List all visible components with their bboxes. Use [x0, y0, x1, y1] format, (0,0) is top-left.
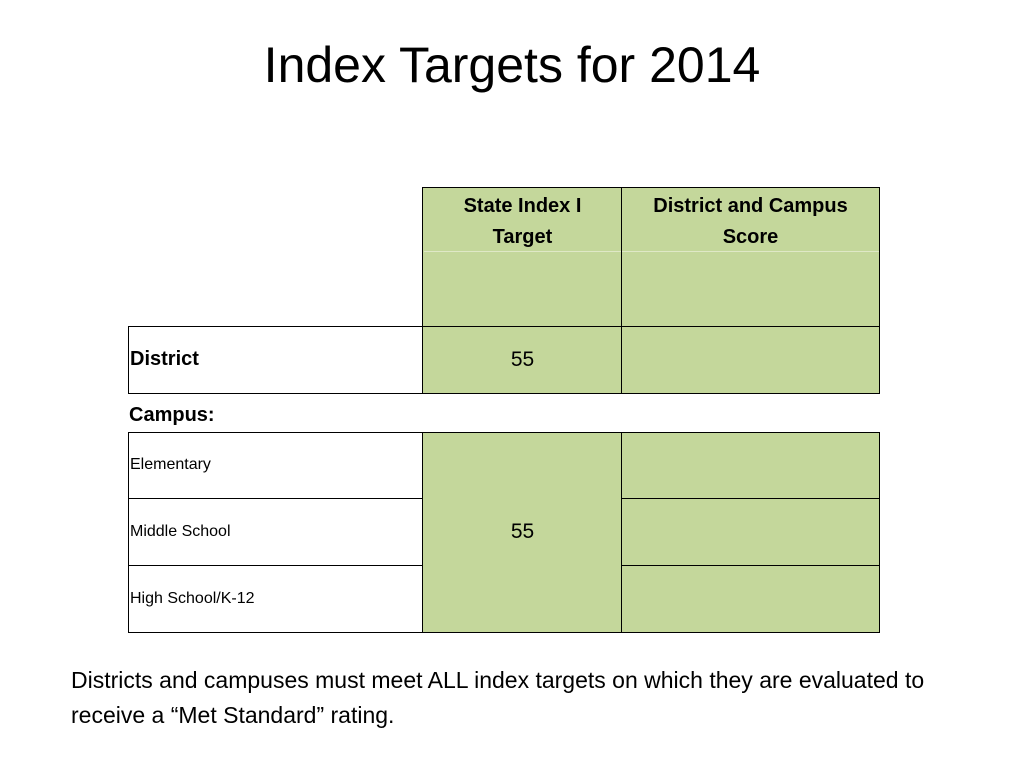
- campus-section-label: Campus:: [129, 404, 215, 426]
- header-divider: [424, 251, 879, 252]
- elementary-score-value: [622, 432, 879, 498]
- table-border: [621, 187, 622, 394]
- table-border: [879, 187, 880, 394]
- table-border: [879, 432, 880, 633]
- district-row-label: District: [130, 348, 199, 370]
- district-target-value: 55: [510, 347, 535, 371]
- table-border: [621, 432, 622, 633]
- score-column-header: District and Campus Score: [653, 195, 848, 248]
- middle-school-row-label: Middle School: [130, 522, 231, 540]
- table-border: [621, 498, 880, 499]
- target-column-header: State Index I Target: [463, 195, 582, 248]
- table-border: [128, 432, 129, 633]
- table-border: [128, 432, 880, 433]
- high-school-score-value: [622, 565, 879, 632]
- table-border: [128, 326, 129, 394]
- campus-target-value: 55: [510, 520, 535, 543]
- table-border: [128, 393, 880, 394]
- table-border: [128, 565, 423, 566]
- met-standard-footnote: Districts and campuses must meet ALL index targets on which they are evaluated to receive a “Met Standard” rating.: [71, 667, 925, 728]
- table-border: [621, 565, 880, 566]
- table-border: [422, 432, 423, 633]
- slide-title: Index Targets for 2014: [263, 37, 761, 93]
- table-border: [128, 498, 423, 499]
- elementary-row-label: Elementary: [130, 456, 211, 473]
- high-school-row-label: High School/K-12: [130, 589, 255, 607]
- table-border: [422, 187, 423, 394]
- table-border: [128, 326, 880, 327]
- middle-school-score-value: [622, 498, 879, 565]
- table-border: [422, 187, 880, 188]
- district-score-value: [622, 326, 879, 393]
- table-border: [128, 632, 880, 633]
